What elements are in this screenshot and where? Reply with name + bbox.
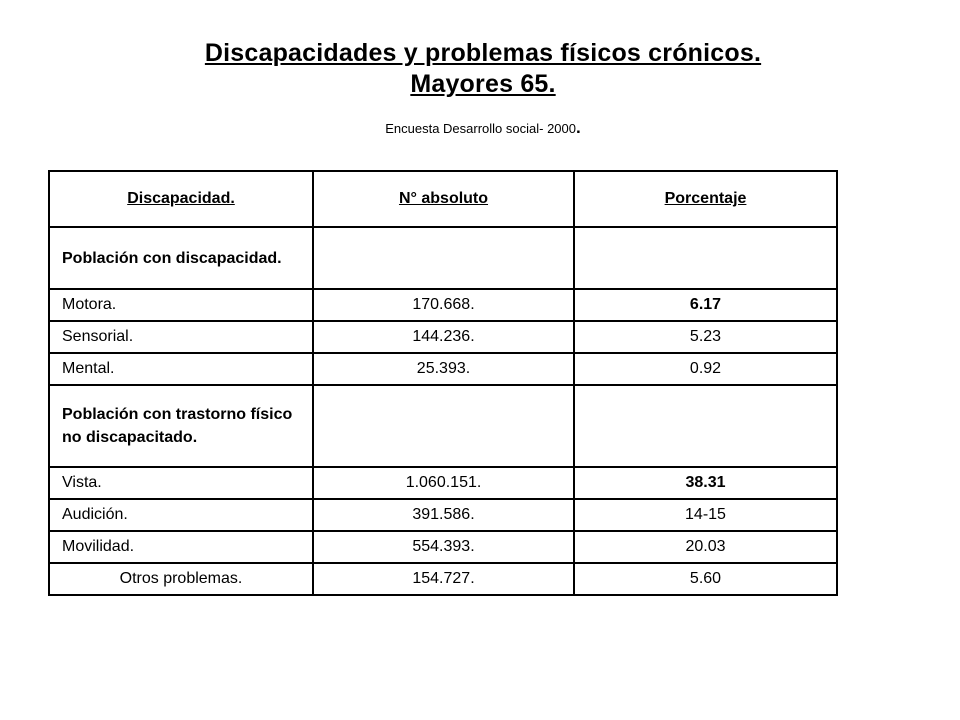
table-header-row <box>49 171 837 227</box>
title-line-1: Discapacidades y problemas físicos crónicos. <box>204 39 762 67</box>
row-label: Sensorial. <box>49 321 313 353</box>
group-row-trastorno <box>49 385 837 467</box>
header-discapacidad: Discapacidad. <box>49 171 313 227</box>
row-percent: 6.17 <box>574 289 837 321</box>
empty-cell <box>313 227 574 289</box>
row-percent: 38.31 <box>574 467 837 499</box>
table-row <box>49 321 837 353</box>
group-label: Población con trastorno físico no discapacitado. <box>49 385 313 467</box>
page-title <box>0 38 960 100</box>
subtitle-period: . <box>576 118 581 137</box>
table-row <box>49 289 837 321</box>
header-porcentaje: Porcentaje <box>574 171 837 227</box>
row-label: Audición. <box>49 499 313 531</box>
empty-cell <box>313 385 574 467</box>
empty-cell <box>574 385 837 467</box>
table-row <box>49 499 837 531</box>
row-absolute: 154.727. <box>313 563 574 595</box>
subtitle <box>0 120 960 137</box>
title-line-2: Mayores 65. <box>410 70 556 98</box>
group-label: Población con discapacidad. <box>49 227 313 289</box>
table-row <box>49 353 837 385</box>
row-absolute: 391.586. <box>313 499 574 531</box>
row-absolute: 25.393. <box>313 353 574 385</box>
row-absolute: 170.668. <box>313 289 574 321</box>
row-label: Otros problemas. <box>49 563 313 595</box>
empty-cell <box>574 227 837 289</box>
table-row <box>49 563 837 595</box>
row-percent: 14-15 <box>574 499 837 531</box>
table-row <box>49 467 837 499</box>
row-label: Vista. <box>49 467 313 499</box>
row-label: Mental. <box>49 353 313 385</box>
row-label: Motora. <box>49 289 313 321</box>
table-row <box>49 531 837 563</box>
row-absolute: 1.060.151. <box>313 467 574 499</box>
subtitle-text: Encuesta Desarrollo social- 2000 <box>385 121 577 136</box>
disability-table <box>48 170 838 596</box>
row-percent: 5.60 <box>574 563 837 595</box>
group-row-discapacidad <box>49 227 837 289</box>
row-absolute: 144.236. <box>313 321 574 353</box>
row-percent: 5.23 <box>574 321 837 353</box>
row-label: Movilidad. <box>49 531 313 563</box>
row-percent: 20.03 <box>574 531 837 563</box>
row-absolute: 554.393. <box>313 531 574 563</box>
header-absoluto: N° absoluto <box>313 171 574 227</box>
row-percent: 0.92 <box>574 353 837 385</box>
